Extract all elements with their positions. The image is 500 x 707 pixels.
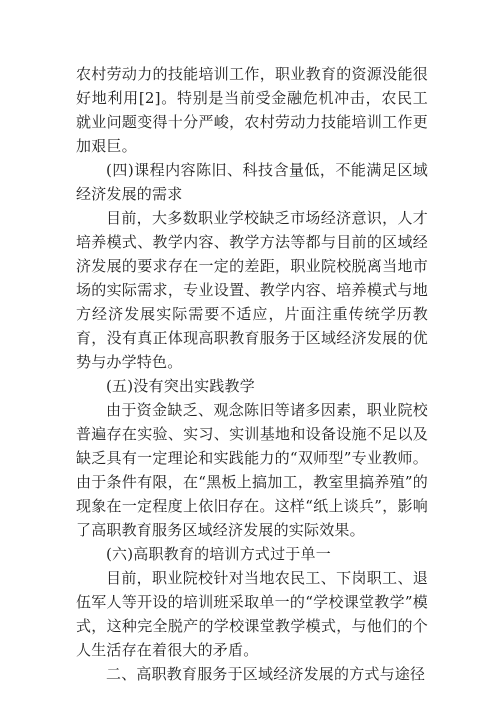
document-body (76, 62, 428, 686)
paragraph-practice: 由于资金缺乏、观念陈旧等诸多因素，职业院校普遍存在实验、实习、实训基地和设备设施不足以及缺乏具有一定理论和实践能力的“双师型”专业教师。由于条件有限，在“黑板上搞加工，教室里搞养殖”的现象在一定程度上依旧存在。这样“纸上谈兵”，影响了高职教育服务区域经济发展的实际效果。 (76, 401, 428, 539)
paragraph-continuation: 农村劳动力的技能培训工作，职业教育的资源没能很好地利用[2]。特别是当前受金融危机冲击，农民工就业问题变得十分严峻，农村劳动力技能培训工作更加艰巨。 (76, 65, 428, 155)
section-heading-six: (六)高职教育的培训方式过于单一 (106, 545, 331, 563)
chapter-heading-two: 二、高职教育服务于区域经济发展的方式与途径 (106, 665, 426, 683)
section-heading-five: (五)没有突出实践教学 (106, 377, 255, 395)
section-heading-four: (四)课程内容陈旧、科技含量低，不能满足区域经济发展的需求 (76, 161, 428, 203)
paragraph-training-mode: 目前，职业院校针对当地农民工、下岗职工、退伍军人等开设的培训班采取单一的“学校课堂教学”模式，这种完全脱产的学校课堂教学模式，与他们的个人生活存在着很大的矛盾。 (76, 569, 428, 659)
paragraph-curriculum: 目前，大多数职业学校缺乏市场经济意识，人才培养模式、教学内容、教学方法等都与目前的区域经济发展的要求存在一定的差距，职业院校脱离当地市场的实际需求，专业设置、教学内容、培养模式与地方经济发展实际需要不适应，片面注重传统学历教育，没有真正体现高职教育服务于区域经济发展的优势与办学特色。 (76, 209, 428, 371)
